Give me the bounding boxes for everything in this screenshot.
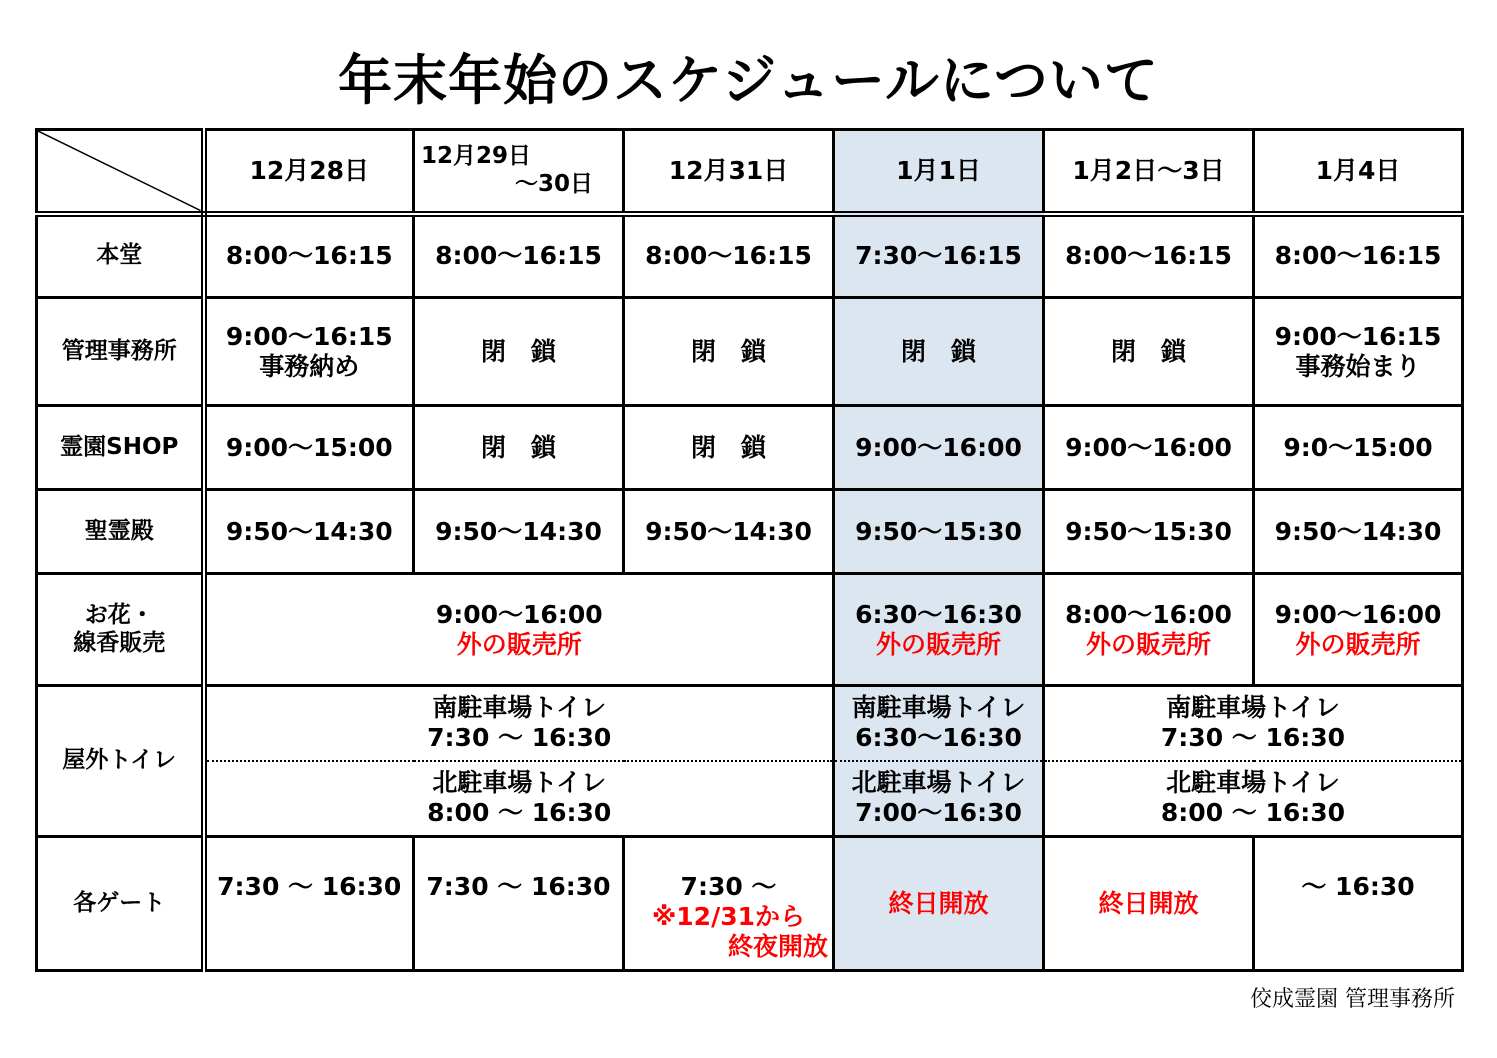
flowers-span-time: 9:00～16:00 [435,599,603,629]
flowers-jan1-time: 6:30～16:30 [855,599,1022,629]
toilet-north-time-jan1: 7:00～16:30 [855,798,1022,828]
cell-gate-dec28: 7:30 ～ 16:30 [204,837,414,971]
cell-seireiden-jan2: 9:50～15:30 [1044,490,1254,574]
cell-flowers-jan1 [834,574,1044,686]
cell-gate-jan1: 終日開放 [834,837,1044,971]
cell-seireiden-dec28: 9:50～14:30 [204,490,414,574]
flowers-jan2-time: 8:00～16:00 [1065,599,1232,629]
toilet-south-name: 南駐車場トイレ [432,693,607,723]
cell-gate-dec31 [624,837,834,971]
corner-cell [37,130,204,214]
row-label-gate: 各ゲート [37,837,204,971]
row-seireiden [37,490,1463,574]
flowers-label-line2: 線香販売 [73,629,166,656]
row-shop [37,406,1463,490]
cell-hondo-dec28: 8:00～16:15 [204,214,414,298]
row-label-hondo: 本堂 [37,214,204,298]
cell-toilet-south-jan1 [834,686,1044,761]
cell-flowers-jan2 [1044,574,1254,686]
row-flowers [37,574,1463,686]
row-gate [37,837,1463,971]
cell-office-dec31: 閉 鎖 [624,298,834,406]
flowers-jan4-place: 外の販売所 [1295,629,1421,659]
toilet-south-time-dec: 7:30 ～ 16:30 [427,723,612,753]
header-jan2-3: 1月2日～3日 [1044,130,1254,214]
signoff: 佼成霊園 管理事務所 [1250,987,1455,1012]
office-dec28-time: 9:00～16:15 [225,321,393,351]
row-label-toilet: 屋外トイレ [37,686,204,837]
cell-seireiden-jan4: 9:50～14:30 [1254,490,1463,574]
cell-shop-dec31: 閉 鎖 [624,406,834,490]
gate-dec31-note1: ※12/31から [651,902,805,931]
toilet-north-name-jan1: 北駐車場トイレ [851,768,1026,798]
cell-toilet-north-dec [204,761,834,837]
cell-gate-jan2: 終日開放 [1044,837,1254,971]
cell-shop-jan4: 9:0～15:00 [1254,406,1463,490]
cell-office-dec28 [204,298,414,406]
header-dec29-30 [414,130,624,214]
cell-office-jan1: 閉 鎖 [834,298,1044,406]
toilet-north-time-dec: 8:00 ～ 16:30 [427,798,612,828]
cell-office-dec29: 閉 鎖 [414,298,624,406]
cell-hondo-jan4: 8:00～16:15 [1254,214,1463,298]
cell-office-jan2: 閉 鎖 [1044,298,1254,406]
cell-toilet-south-jan2 [1044,686,1463,761]
row-label-seireiden: 聖霊殿 [37,490,204,574]
row-toilet-south [37,686,1463,761]
cell-seireiden-dec29: 9:50～14:30 [414,490,624,574]
diagonal-line-icon [38,131,201,211]
toilet-south-time-jan1: 6:30～16:30 [855,723,1022,753]
row-hondo [37,214,1463,298]
cell-gate-jan4: ～ 16:30 [1254,837,1463,971]
toilet-north-name-jan2: 北駐車場トイレ [1166,768,1340,798]
cell-hondo-jan1: 7:30～16:15 [834,214,1044,298]
header-jan1: 1月1日 [834,130,1044,214]
header-dec29-line1: 12月29日 [421,143,532,169]
cell-toilet-south-dec [204,686,834,761]
toilet-south-time-jan2: 7:30 ～ 16:30 [1160,723,1346,753]
toilet-north-name: 北駐車場トイレ [432,768,607,798]
row-label-office: 管理事務所 [37,298,204,406]
header-row [37,130,1463,214]
cell-shop-dec28: 9:00～15:00 [204,406,414,490]
row-toilet-north [37,761,1463,837]
cell-toilet-north-jan2 [1044,761,1463,837]
flowers-jan2-place: 外の販売所 [1085,629,1211,659]
toilet-north-time-jan2: 8:00 ～ 16:30 [1160,798,1346,828]
cell-seireiden-jan1: 9:50～15:30 [834,490,1044,574]
schedule-table [35,128,1464,972]
page-title: 年末年始のスケジュールについて [338,49,1159,112]
cell-hondo-dec31: 8:00～16:15 [624,214,834,298]
toilet-south-name-jan2: 南駐車場トイレ [1166,693,1340,723]
cell-flowers-dec28-31 [204,574,834,686]
header-dec31: 12月31日 [624,130,834,214]
office-jan4-note: 事務始まり [1295,351,1421,381]
flowers-jan4-time: 9:00～16:00 [1274,599,1442,629]
cell-shop-jan2: 9:00～16:00 [1044,406,1254,490]
flowers-jan1-place: 外の販売所 [875,629,1001,659]
flowers-label-line1: お花・ [84,601,154,628]
row-label-flowers [37,574,204,686]
gate-dec31-time: 7:30 ～ [680,872,777,901]
header-dec29-line2: ～30日 [515,170,594,197]
cell-flowers-jan4 [1254,574,1463,686]
cell-shop-dec29: 閉 鎖 [414,406,624,490]
header-jan4: 1月4日 [1254,130,1463,214]
office-dec28-note: 事務納め [259,351,360,381]
cell-toilet-north-jan1 [834,761,1044,837]
gate-dec31-note2: 終夜開放 [727,932,828,961]
toilet-south-name-jan1: 南駐車場トイレ [851,693,1026,723]
cell-seireiden-dec31: 9:50～14:30 [624,490,834,574]
header-dec28: 12月28日 [204,130,414,214]
cell-hondo-dec29: 8:00～16:15 [414,214,624,298]
cell-shop-jan1: 9:00～16:00 [834,406,1044,490]
row-label-shop: 霊園SHOP [37,406,204,490]
cell-gate-dec29: 7:30 ～ 16:30 [414,837,624,971]
flowers-span-place: 外の販売所 [456,629,582,659]
row-office [37,298,1463,406]
office-jan4-time: 9:00～16:15 [1274,321,1442,351]
cell-office-jan4 [1254,298,1463,406]
cell-hondo-jan2: 8:00～16:15 [1044,214,1254,298]
